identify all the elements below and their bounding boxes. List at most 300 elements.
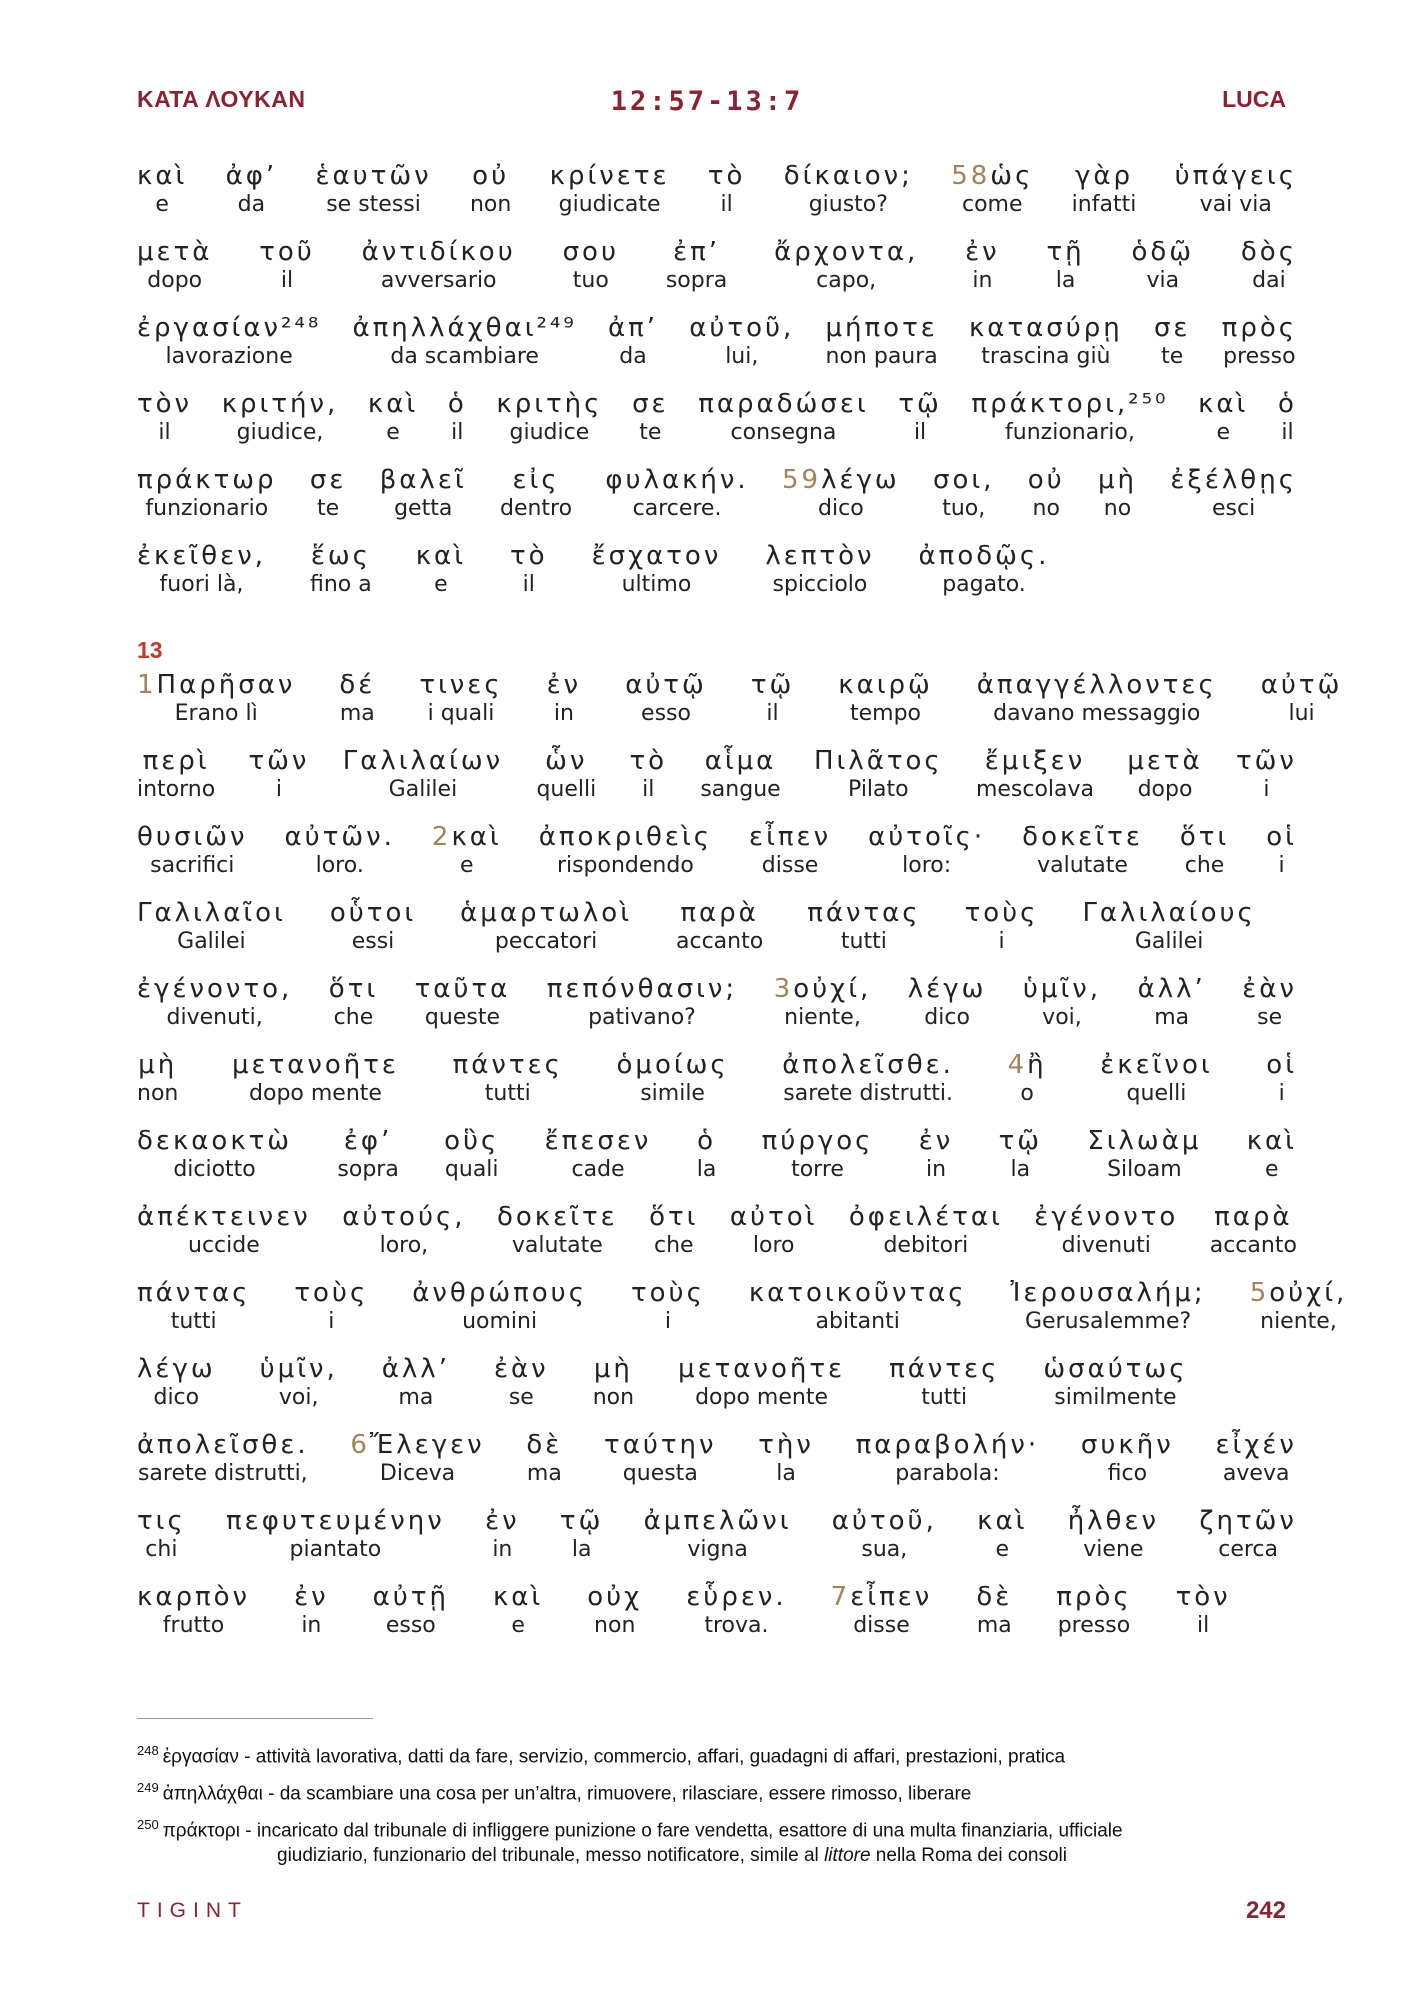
word-pair [1056, 1581, 1131, 1657]
word-pair [380, 464, 467, 540]
greek-word: δὲ [526, 1430, 563, 1460]
word-pair [1210, 1201, 1297, 1277]
greek-word: ἀποκριθεὶς [538, 822, 713, 852]
italian-gloss: piantato [289, 1537, 382, 1562]
word-pair [137, 388, 192, 464]
italian-gloss: in [301, 1613, 322, 1638]
italian-gloss: tutti [170, 1309, 217, 1334]
italian-gloss: e [434, 572, 448, 597]
greek-word: τὸ [510, 541, 548, 571]
word-pair [1266, 1049, 1297, 1125]
italian-gloss: essi [351, 929, 395, 954]
greek-word: Ἰερουσαλήμ; [1010, 1278, 1206, 1308]
word-pair [137, 540, 266, 616]
greek-word: καὶ [137, 161, 188, 191]
greek-word: ἑαυτῶν [315, 161, 432, 191]
word-pair [137, 1353, 216, 1429]
italian-gloss: il [720, 192, 733, 217]
word-pair [631, 1277, 705, 1353]
italian-gloss: da scambiare [390, 344, 539, 369]
italian-gloss: mescolava [975, 777, 1095, 802]
interlinear-line [137, 1201, 1297, 1277]
word-pair [1011, 1277, 1206, 1353]
italian-gloss: sangue [700, 777, 781, 802]
word-pair [137, 897, 286, 973]
greek-word: πάντας [137, 1278, 251, 1308]
word-pair [137, 312, 321, 388]
greek-word: ὁ [1277, 389, 1297, 419]
italian-gloss: te [1161, 344, 1184, 369]
greek-word: τοὺς [294, 1278, 369, 1308]
greek-word: ἐὰν [1242, 974, 1297, 1004]
italian-gloss: e [1216, 420, 1230, 445]
greek-word: ἁμαρτωλοὶ [460, 898, 632, 928]
word-pair [526, 1429, 562, 1505]
greek-word: ἀπολεῖσθε. [137, 1430, 309, 1460]
greek-word: κριτὴς [496, 389, 603, 419]
verse-number: 7 [830, 1582, 851, 1612]
greek-word: 6Ἔλεγεν [350, 1430, 485, 1460]
italian-gloss: il [642, 777, 655, 802]
interlinear-line [137, 821, 1297, 897]
interlinear-line [137, 312, 1297, 388]
word-pair [1098, 464, 1137, 540]
italian-gloss: Galilei [1134, 929, 1204, 954]
verse-number: 59 [781, 465, 822, 495]
greek-word: πράκτωρ [137, 465, 277, 495]
greek-word: σε [632, 389, 669, 419]
greek-word: τὸν [1175, 1582, 1231, 1612]
word-pair [315, 160, 431, 236]
footnote-250-continuation: giudiziario, funzionario del tribunale, messo notificatore, simile al littore nella Roma dei consoli [277, 1845, 1067, 1867]
italian-gloss: fuori là, [159, 572, 244, 597]
italian-gloss: tuo, [942, 496, 986, 521]
word-pair [976, 1581, 1012, 1657]
word-pair [259, 236, 315, 312]
italian-gloss: questa [622, 1461, 698, 1486]
greek-word: ἄρχοντα, [774, 237, 919, 267]
word-pair [329, 973, 378, 1049]
italian-gloss: trascina giù [981, 344, 1111, 369]
greek-word: καὶ [415, 541, 466, 571]
word-pair [1222, 312, 1297, 388]
greek-word: 59λέγω [781, 465, 900, 495]
word-pair [137, 1429, 309, 1505]
italian-gloss: la [571, 1537, 592, 1562]
greek-word: οὐχ [587, 1582, 643, 1612]
interlinear-line [137, 160, 1297, 236]
greek-word: ἔπεσεν [544, 1126, 652, 1156]
italian-gloss: tutti [484, 1081, 531, 1106]
word-pair [807, 897, 920, 973]
italian-gloss: uccide [188, 1233, 260, 1258]
word-pair [758, 1429, 814, 1505]
italian-gloss: la [696, 1157, 717, 1182]
word-pair [977, 669, 1217, 745]
greek-word: ὁ [447, 389, 467, 419]
greek-word: 3οὐχί, [773, 974, 872, 1004]
word-pair [352, 312, 576, 388]
word-pair [137, 745, 215, 821]
verse-number: 5 [1249, 1278, 1270, 1308]
word-pair [730, 1201, 818, 1277]
italian-gloss: valutate [1037, 853, 1128, 878]
word-pair [1176, 1581, 1231, 1657]
word-pair [1087, 1125, 1201, 1201]
italian-gloss: in [972, 268, 993, 293]
greek-word: μετὰ [137, 237, 213, 267]
word-pair [1043, 1353, 1187, 1429]
word-pair [933, 464, 994, 540]
greek-word: οὐ [1027, 465, 1065, 495]
word-pair [260, 1353, 338, 1429]
word-pair [1081, 1429, 1174, 1505]
verse-number: 3 [773, 974, 794, 1004]
word-pair [1175, 160, 1297, 236]
italian-gloss: e [386, 420, 400, 445]
italian-gloss: il [451, 420, 464, 445]
word-pair [550, 160, 670, 236]
greek-word: 4ἢ [1007, 1050, 1047, 1080]
greek-word: τῷ [898, 389, 942, 419]
word-pair [782, 1049, 954, 1125]
greek-word: μετὰ [1127, 746, 1203, 776]
interlinear-line [137, 1353, 1297, 1429]
italian-gloss: la [1055, 268, 1076, 293]
greek-word: καὶ [1198, 389, 1249, 419]
greek-word: λέγω [907, 974, 987, 1004]
italian-gloss: accanto [676, 929, 764, 954]
word-pair [294, 1277, 368, 1353]
italian-gloss: non [137, 1081, 179, 1106]
italian-gloss: ma [976, 1613, 1012, 1638]
greek-word: καιρῷ [838, 670, 933, 700]
word-pair [774, 236, 918, 312]
greek-word: ἀνθρώπους [412, 1278, 587, 1308]
greek-word: μήποτε [825, 313, 938, 343]
italian-gloss: ma [398, 1385, 434, 1410]
greek-word: δίκαιον; [783, 161, 913, 191]
greek-word: ἐν [965, 237, 1000, 267]
word-pair [416, 540, 466, 616]
italian-gloss: frutto [162, 1613, 225, 1638]
word-pair [782, 464, 900, 540]
italian-gloss: no [1103, 496, 1132, 521]
word-pair [1138, 973, 1206, 1049]
greek-word: ἀπέκτεινεν [137, 1202, 311, 1232]
word-pair [330, 897, 416, 973]
italian-gloss: e [511, 1613, 525, 1638]
greek-word: καὶ [367, 389, 419, 419]
word-pair [539, 821, 712, 897]
interlinear-line [137, 388, 1297, 464]
greek-word: πρὸς [1221, 313, 1297, 343]
italian-gloss: vigna [687, 1537, 748, 1562]
greek-word: αὐτῶν. [284, 822, 395, 852]
italian-gloss: dopo [147, 268, 203, 293]
word-pair [856, 1429, 1040, 1505]
greek-word: ἀφ’ [225, 161, 278, 191]
word-pair [342, 1201, 465, 1277]
italian-gloss: giudicate [558, 192, 661, 217]
interlinear-line [137, 1505, 1297, 1581]
greek-word: αὐτοὶ [729, 1202, 818, 1232]
greek-word: ἀπηλλάχθαι²⁴⁹ [352, 313, 577, 343]
interlinear-line [137, 1277, 1348, 1353]
greek-word: Γαλιλαῖοι [137, 898, 286, 928]
verse-number: 4 [1007, 1050, 1028, 1080]
greek-word: παραδώσει [698, 389, 869, 419]
word-pair [415, 973, 511, 1049]
italian-gloss: Gerusalemme? [1024, 1309, 1192, 1334]
greek-word: ἕως [310, 541, 371, 571]
verse-number: 58 [951, 161, 991, 191]
greek-word: λέγω [137, 1354, 216, 1384]
verse-range: 12:57-13:7 [610, 86, 804, 117]
word-pair [868, 821, 985, 897]
word-pair [908, 973, 987, 1049]
greek-word: ἐγένοντο, [137, 974, 293, 1004]
interlinear-line [137, 745, 1297, 821]
italian-gloss: la [776, 1461, 796, 1486]
greek-word: ὑμῖν, [259, 1354, 338, 1384]
greek-word: παρὰ [680, 898, 759, 928]
greek-word: εἶπεν [749, 822, 832, 852]
italian-gloss: giusto? [808, 192, 888, 217]
word-pair [749, 821, 831, 897]
italian-gloss: valutate [511, 1233, 603, 1258]
greek-word: βαλεῖ [379, 465, 467, 495]
italian-gloss: Siloam [1107, 1157, 1182, 1182]
word-pair [689, 312, 794, 388]
italian-gloss: parabola: [895, 1461, 1000, 1486]
greek-word: μὴ [1097, 465, 1138, 495]
italian-gloss: giudice [509, 420, 590, 445]
verse-number: 6 [350, 1430, 370, 1460]
italian-gloss: lavorazione [165, 344, 293, 369]
italian-gloss: sopra [337, 1157, 399, 1182]
word-pair [831, 1581, 933, 1657]
book-title-greek: ΚΑΤΑ ΛΟΥΚΑΝ [137, 86, 306, 112]
italian-gloss: Galilei [177, 929, 246, 954]
word-pair [1198, 388, 1248, 464]
word-pair [1266, 821, 1297, 897]
word-pair [510, 540, 548, 616]
greek-word: ὡσαύτως [1043, 1354, 1188, 1384]
greek-word: δοκεῖτε [1022, 822, 1143, 852]
italian-gloss: e [995, 1537, 1010, 1562]
italian-gloss: lui, [725, 344, 759, 369]
italian-gloss: da [619, 344, 647, 369]
greek-word: εἶχέν [1215, 1430, 1297, 1460]
italian-gloss: dopo [1137, 777, 1193, 802]
italian-gloss: trova. [704, 1613, 769, 1638]
italian-gloss: funzionario [145, 496, 269, 521]
greek-word: τῶν [248, 746, 310, 776]
word-pair [1028, 464, 1065, 540]
italian-gloss: ma [526, 1461, 562, 1486]
word-pair [362, 236, 516, 312]
greek-word: ἔσχατον [591, 541, 722, 571]
greek-word: 5οὐχί, [1249, 1278, 1348, 1308]
italian-gloss: Diceva [379, 1461, 456, 1486]
word-pair [698, 388, 868, 464]
word-pair [137, 1277, 250, 1353]
italian-gloss: sacrifici [150, 853, 235, 878]
greek-word: φυλακήν. [605, 465, 749, 495]
italian-gloss: non [469, 192, 512, 217]
word-pair [1068, 1505, 1159, 1581]
interlinear-line [137, 1125, 1297, 1201]
italian-gloss: divenuti [1061, 1233, 1151, 1258]
word-pair [1127, 745, 1202, 821]
italian-gloss: diciotto [173, 1157, 256, 1182]
italian-gloss: pativano? [588, 1005, 696, 1030]
italian-gloss: lui [1288, 701, 1315, 726]
word-pair [832, 1505, 937, 1581]
word-pair [951, 160, 1033, 236]
greek-word: τῷ [559, 1506, 604, 1536]
greek-word: αὐτῷ [625, 670, 707, 700]
word-pair [676, 897, 763, 973]
word-pair [373, 1581, 449, 1657]
greek-word: ἀλλ’ [381, 1354, 450, 1384]
italian-gloss: niente, [1260, 1309, 1337, 1334]
italian-gloss: se [1257, 1005, 1283, 1030]
italian-gloss: quelli [1126, 1081, 1187, 1106]
italian-gloss: fico [1107, 1461, 1148, 1486]
italian-gloss: e [155, 192, 169, 217]
greek-word: οὐ [472, 161, 510, 191]
word-pair [1278, 388, 1297, 464]
word-pair [339, 669, 375, 745]
italian-gloss: Erano lì [174, 701, 258, 726]
italian-gloss: loro, [379, 1233, 429, 1258]
greek-word: τοὺς [964, 898, 1039, 928]
italian-gloss: dopo mente [249, 1081, 382, 1106]
word-pair [337, 1125, 398, 1201]
word-pair [1034, 1201, 1178, 1277]
greek-word: ἀπ’ [608, 313, 659, 343]
word-pair [977, 1505, 1027, 1581]
word-pair [762, 1125, 874, 1201]
word-pair [137, 1125, 292, 1201]
italian-gloss: davano messaggio [993, 701, 1201, 726]
interlinear-line [137, 1429, 1297, 1505]
greek-word: αἷμα [704, 746, 777, 776]
greek-word: τῶν [1235, 746, 1297, 776]
italian-gloss: il [1197, 1613, 1210, 1638]
greek-word: Σιλωὰμ [1087, 1126, 1202, 1156]
italian-gloss: torre [791, 1157, 844, 1182]
italian-gloss: chi [145, 1537, 178, 1562]
greek-word: τις [137, 1506, 186, 1536]
greek-word: ἐπ’ [673, 237, 721, 267]
word-pair [889, 1353, 999, 1429]
italian-gloss: che [333, 1005, 374, 1030]
word-pair [708, 160, 746, 236]
word-pair [545, 1125, 652, 1201]
italian-gloss: dico [153, 1385, 200, 1410]
italian-gloss: presso [1057, 1613, 1131, 1638]
greek-word: γὰρ [1074, 161, 1133, 191]
italian-gloss: pagato. [942, 572, 1026, 597]
word-pair [678, 1353, 845, 1429]
italian-gloss: accanto [1209, 1233, 1297, 1258]
greek-word: τὸν [137, 389, 193, 419]
greek-word: ἐφ’ [343, 1126, 393, 1156]
greek-word: ἐν [485, 1506, 520, 1536]
italian-gloss: dai [1252, 268, 1286, 293]
italian-gloss: ultimo [621, 572, 692, 597]
greek-word: ἐργασίαν²⁴⁸ [137, 313, 322, 343]
word-pair [1046, 236, 1084, 312]
italian-gloss: che [1184, 853, 1225, 878]
italian-gloss: il [158, 420, 171, 445]
greek-word: ὁ [697, 1126, 716, 1156]
greek-word: πεφυτευμένην [226, 1506, 445, 1536]
greek-word: δέ [339, 670, 376, 700]
word-pair [137, 160, 187, 236]
italian-gloss: avversario [380, 268, 497, 293]
italian-gloss: i [275, 777, 283, 802]
italian-gloss: il [1281, 420, 1294, 445]
greek-word: ἀπαγγέλλοντες [976, 670, 1217, 700]
italian-gloss: il [913, 420, 927, 445]
greek-word: τοὺς [630, 1278, 705, 1308]
italian-gloss: te [317, 496, 340, 521]
greek-word: πράκτορι,²⁵⁰ [971, 389, 1169, 419]
word-pair [1082, 897, 1255, 973]
word-pair [547, 669, 582, 745]
greek-word: ἦλθεν [1067, 1506, 1160, 1536]
verse-number: 2 [431, 822, 452, 852]
greek-word: καὶ [1246, 1126, 1297, 1156]
word-pair [592, 540, 722, 616]
word-pair [493, 1581, 543, 1657]
word-pair [1215, 1429, 1296, 1505]
word-pair [497, 1201, 618, 1277]
italian-gloss: via [1146, 268, 1180, 293]
italian-gloss: se stessi [326, 192, 421, 217]
greek-word: καὶ [977, 1506, 1028, 1536]
word-pair [285, 821, 395, 897]
word-pair [470, 160, 511, 236]
italian-gloss: il [766, 701, 779, 726]
greek-word: οἱ [1266, 822, 1297, 852]
italian-gloss: cerca [1218, 1537, 1278, 1562]
greek-word: 58ὡς [951, 161, 1034, 191]
word-pair [368, 388, 418, 464]
greek-word: ὅτι [328, 974, 379, 1004]
word-pair [700, 745, 780, 821]
italian-gloss: o [1020, 1081, 1034, 1106]
greek-word: μὴ [138, 1050, 178, 1080]
italian-gloss: i [1278, 853, 1285, 878]
greek-word: κατοικοῦντας [748, 1278, 967, 1308]
greek-word: ἐγένοντο [1034, 1202, 1179, 1232]
italian-gloss: funzionario, [1005, 420, 1135, 445]
greek-word: πρὸς [1056, 1582, 1132, 1612]
italian-gloss: ma [339, 701, 375, 726]
greek-word: 2καὶ [431, 822, 502, 852]
italian-gloss: dico [924, 1005, 970, 1030]
greek-word: οὗτοι [329, 898, 417, 928]
italian-gloss: Galilei [388, 777, 458, 802]
greek-word: κριτήν, [221, 389, 339, 419]
greek-word: ἀποδῷς. [918, 541, 1050, 571]
italian-gloss: getta [394, 496, 453, 521]
